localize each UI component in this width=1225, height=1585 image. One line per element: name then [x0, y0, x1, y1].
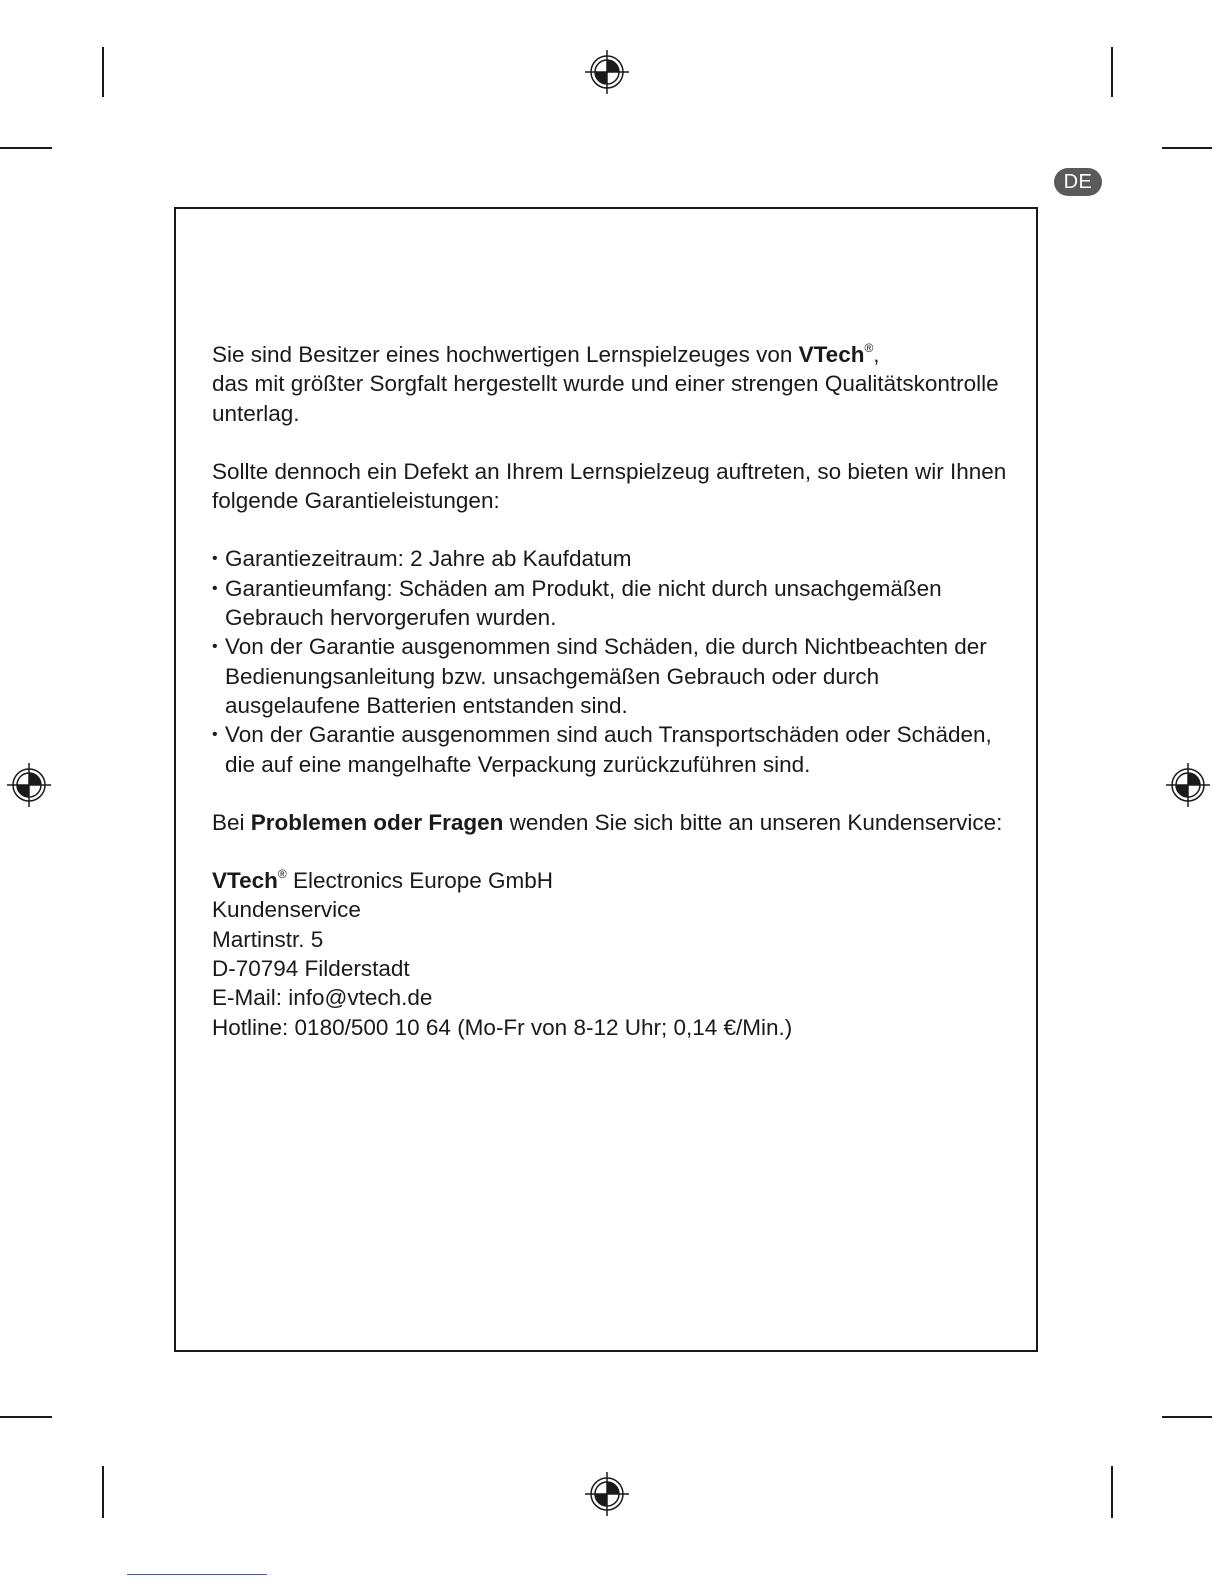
company-line: VTech® Electronics Europe GmbH — [212, 867, 554, 894]
department-line: Kundenservice — [212, 897, 361, 923]
address-block — [212, 866, 1012, 1042]
crop-mark — [1162, 147, 1212, 149]
street-line: Martinstr. 5 — [212, 926, 324, 952]
brand-name: VTech — [798, 342, 865, 367]
bottom-link-underline — [127, 1574, 267, 1575]
crop-mark — [1111, 47, 1113, 97]
crop-mark — [102, 47, 104, 97]
registration-mark-icon — [1166, 763, 1210, 807]
crop-mark — [1111, 1466, 1113, 1518]
language-badge: DE — [1054, 168, 1102, 196]
city-line: D-70794 Filderstadt — [212, 956, 410, 982]
registration-mark-icon — [7, 763, 51, 807]
crop-mark — [0, 147, 52, 149]
list-item: • Von der Garantie ausgenommen sind Schäden, die durch Nichtbeachten der Bedienungsanleitung bzw. unsachgemäßen Gebrauch oder durch ausgelaufene Batterien entstanden sind. — [212, 632, 1012, 720]
crop-mark — [102, 1466, 104, 1518]
registration-mark-icon — [585, 1472, 629, 1516]
defect-paragraph: Sollte dennoch ein Defekt an Ihrem Lernspielzeug auftreten, so bieten wir Ihnen folgende Garantieleistungen: — [212, 458, 1007, 514]
crop-mark — [0, 1416, 52, 1418]
list-item: • Garantieumfang: Schäden am Produkt, die nicht durch unsachgemäßen Gebrauch hervorgerufen wurden. — [212, 574, 1012, 633]
warranty-list — [212, 544, 1012, 778]
email-line[interactable]: E-Mail: info@vtech.de — [212, 985, 433, 1011]
crop-mark — [1162, 1416, 1212, 1418]
intro-paragraph: Sie sind Besitzer eines hochwertigen Lernspielzeuges von VTech®, das mit größter Sorgfalt hergestellt wurde und einer strengen Qualitätskontrolle unterlag. — [212, 341, 999, 426]
list-item: • Garantiezeitraum: 2 Jahre ab Kaufdatum — [212, 544, 1012, 573]
list-item: • Von der Garantie ausgenommen sind auch Transportschäden oder Schäden, die auf eine mangelhafte Verpackung zurückzuführen sind. — [212, 720, 1012, 779]
warranty-text — [212, 340, 1012, 1042]
registration-mark-icon — [585, 50, 629, 94]
hotline-line: Hotline: 0180/500 10 64 (Mo-Fr von 8-12 Uhr; 0,14 €/Min.) — [212, 1014, 793, 1040]
contact-paragraph: Bei Problemen oder Fragen wenden Sie sich bitte an unseren Kundenservice: — [212, 809, 1003, 835]
